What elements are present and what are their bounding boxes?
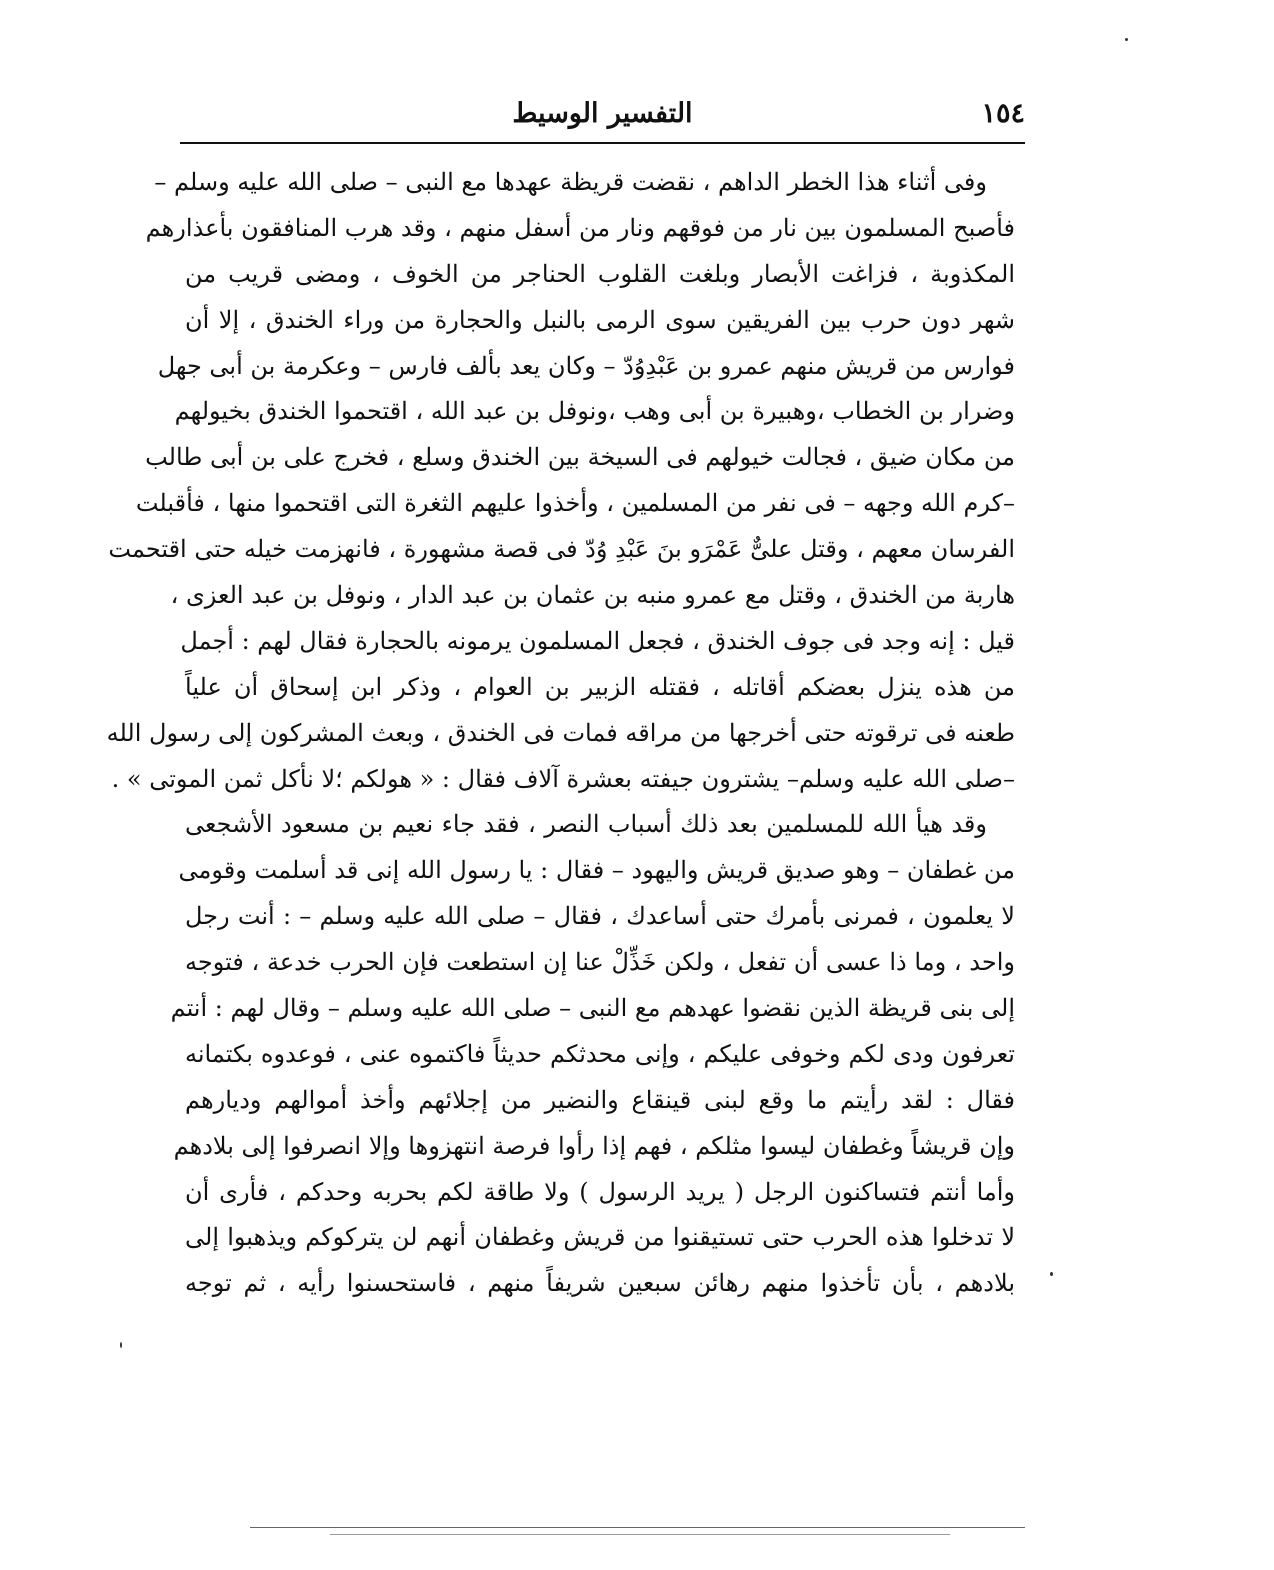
- text-line: من مكان ضيق ، فجالت خيولهم فى السيخة بين الخندق وسلع ، فخرج على بن أبى طالب: [145, 443, 1015, 472]
- text-line: لا يعلمون ، فمرنى بأمرك حتى أساعدك ، فقال – صلى الله عليه وسلم – : أنت رجل: [185, 902, 1015, 931]
- running-title: التفسير الوسيط: [512, 98, 693, 129]
- text-line: وضرار بن الخطاب ،وهبيرة بن أبى وهب ،ونوفل بن عبد الله ، اقتحموا الخندق بخيولهم: [174, 397, 1015, 426]
- body-text: [106, 160, 1016, 1307]
- text-line: من هذه ينزل بعضكم أقاتله ، فقتله الزبير بن العوام ، وذكر ابن إسحاق أن علياً: [185, 672, 1015, 701]
- scan-speck: [1050, 1272, 1053, 1276]
- text-line: وأما أنتم فتساكنون الرجل ( يريد الرسول ) ولا طاقة لكم بحربه وحدكم ، فأرى أن: [185, 1177, 1016, 1206]
- text-line: واحد ، وما ذا عسى أن تفعل ، ولكن خَذِّلْ عنا إن استطعت فإن الحرب خدعة ، فتوجه: [185, 948, 1015, 977]
- text-line: وفى أثناء هذا الخطر الداهم ، نقضت قريظة عهدها مع النبى – صلى الله عليه وسلم –: [154, 168, 987, 196]
- text-line: طعنه فى ترقوته حتى أخرجها من مراقه فمات فى الخندق ، وبعث المشركون إلى رسول الله: [106, 718, 1015, 747]
- header-rule: [180, 142, 1025, 144]
- text-line: المكذوبة ، فزاغت الأبصار وبلغت القلوب الحناجر من الخوف ، ومضى قريب من: [185, 259, 1015, 288]
- text-line: تعرفون ودى لكم وخوفى عليكم ، وإنى محدثكم حديثاً فاكتموه عنى ، فوعدوه بكتمانه: [185, 1039, 1015, 1068]
- text-line: وقد هيأ الله للمسلمين بعد ذلك أسباب النصر ، فقد جاء نعيم بن مسعود الأشجعى: [185, 810, 987, 839]
- text-line: هاربة من الخندق ، وقتل مع عمرو منبه بن عثمان بن عبد الدار ، ونوفل بن عبد العزى ،: [170, 581, 1015, 610]
- text-line: إلى بنى قريظة الذين نقضوا عهدهم مع النبى – صلى الله عليه وسلم – وقال لهم : أنتم: [170, 994, 1015, 1023]
- text-line: وإن قريشاً وغطفان ليسوا مثلكم ، فهم إذا رأوا فرصة انتهزوها وإلا انصرفوا إلى بلادهم: [173, 1131, 1015, 1160]
- scan-speck: [120, 1342, 122, 1348]
- paragraph-2: [170, 802, 1016, 1307]
- page-header: [180, 92, 1025, 140]
- text-line: شهر دون حرب بين الفريقين سوى الرمى بالنبل والحجارة من وراء الخندق ، إلا أن: [185, 305, 1015, 334]
- footer-rule: [330, 1534, 950, 1535]
- text-line: الفرسان معهم ، وقتل علىٌّ عَمْرَو بنَ عَبْدِ وُدّ فى قصة مشهورة ، فانهزمت خيله حتى اقتحمت: [108, 535, 1015, 564]
- text-line: قيل : إنه وجد فى جوف الخندق ، فجعل المسلمون يرمونه بالحجارة فقال لهم : أجمل: [180, 626, 1015, 655]
- paragraph-1: [106, 160, 1015, 802]
- text-line: –كرم الله وجهه – فى نفر من المسلمين ، وأخذوا عليهم الثغرة التى اقتحموا منها ، فأقبلت: [135, 489, 1015, 518]
- text-line: فقال : لقد رأيتم ما وقع لبنى قينقاع والنضير من إجلائهم وأخذ أموالهم وديارهم: [185, 1085, 1015, 1114]
- text-line: –صلى الله عليه وسلم– يشترون جيفته بعشرة آلاف فقال : « هولكم ؛لا نأكل ثمن الموتى » .: [111, 764, 1015, 793]
- text-line: لا تدخلوا هذه الحرب حتى تستيقنوا من قريش وغطفان أنهم لن يتركوكم ويذهبوا إلى: [185, 1223, 1016, 1252]
- text-line: فأصبح المسلمون بين نار من فوقهم ونار من أسفل منهم ، وقد هرب المنافقون بأعذارهم: [145, 213, 1015, 242]
- text-line: فوارس من قريش منهم عمرو بن عَبْدِوُدّ – وكان يعد بألف فارس – وعكرمة بن أبى جهل: [157, 351, 1015, 380]
- text-line: بلادهم ، بأن تأخذوا منهم رهائن سبعين شريفاً منهم ، فاستحسنوا رأيه ، ثم توجه: [185, 1269, 1015, 1298]
- text-line: من غطفان – وهو صديق قريش واليهود – فقال : يا رسول الله إنى قد أسلمت وقومى: [178, 856, 1015, 885]
- footer-rule: [250, 1527, 1025, 1528]
- page-number: ١٥٤: [981, 98, 1025, 129]
- scan-speck: [1125, 38, 1128, 41]
